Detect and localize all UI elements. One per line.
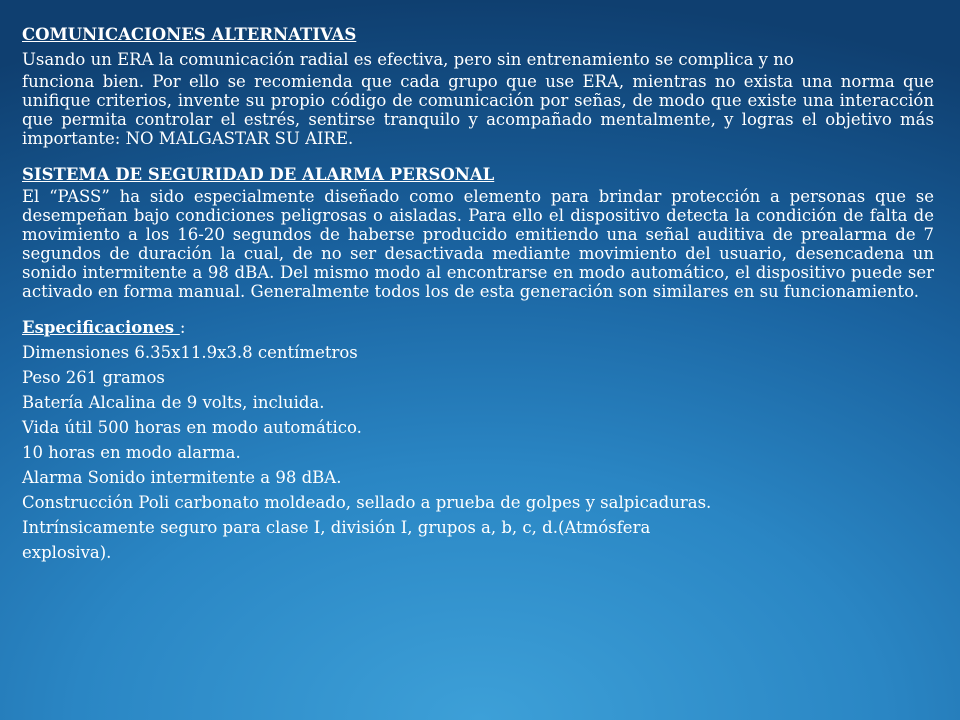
spec-item: Batería Alcalina de 9 volts, incluida. xyxy=(22,393,325,412)
spec-item: Vida útil 500 horas en modo automático. xyxy=(22,418,362,437)
spacer xyxy=(22,301,934,315)
spec-item: Dimensiones 6.35x11.9x3.8 centímetros xyxy=(22,343,358,362)
slide-content xyxy=(22,22,934,565)
spec-item: explosiva). xyxy=(22,543,112,562)
spacer xyxy=(22,148,934,162)
section2-paragraph: El “PASS” ha sido especialmente diseñado como elemento para brindar protección a personas que se desempeñan bajo condiciones peligrosas o aisladas. Para ello el dispositivo detecta la condición de falta de movimiento a los 16-20 segundos de haberse producido emitiendo una señal auditiva de prealarma de 7 segundos de duración la cual, de no ser desactivada mediante movimiento del usuario, desencadena un sonido intermitente a 98 dBA. Del mismo modo al encontrarse en modo automático, el dispositivo puede ser activado en forma manual. Generalmente todos los de esta generación son similares en su funcionamiento. xyxy=(22,187,934,301)
spec-item: Intrínsicamente seguro para clase I, división I, grupos a, b, c, d.(Atmósfera xyxy=(22,518,651,537)
section1-first-line: Usando un ERA la comunicación radial es efectiva, pero sin entrenamiento se complica y no xyxy=(22,50,794,69)
spec-item: 10 horas en modo alarma. xyxy=(22,443,241,462)
specs-heading xyxy=(22,315,934,340)
section1-paragraph: funciona bien. Por ello se recomienda que cada grupo que use ERA, mientras no exista una norma que unifique criterios, invente su propio código de comunicación por señas, de modo que existe una interacción que permita controlar el estrés, sentirse tranquilo y acompañado mentalmente, y logras el objetivo más importante: NO MALGASTAR SU AIRE. xyxy=(22,72,934,148)
spec-item: Alarma Sonido intermitente a 98 dBA. xyxy=(22,468,342,487)
spec-item: Peso 261 gramos xyxy=(22,368,165,387)
section-title-comunicaciones: COMUNICACIONES ALTERNATIVAS xyxy=(22,25,357,44)
specs-label: Especificaciones xyxy=(22,318,180,337)
spec-item: Construcción Poli carbonato moldeado, sellado a prueba de golpes y salpicaduras. xyxy=(22,493,712,512)
specs-label-suffix: : xyxy=(179,318,186,337)
section-title-alarma: SISTEMA DE SEGURIDAD DE ALARMA PERSONAL xyxy=(22,165,495,184)
